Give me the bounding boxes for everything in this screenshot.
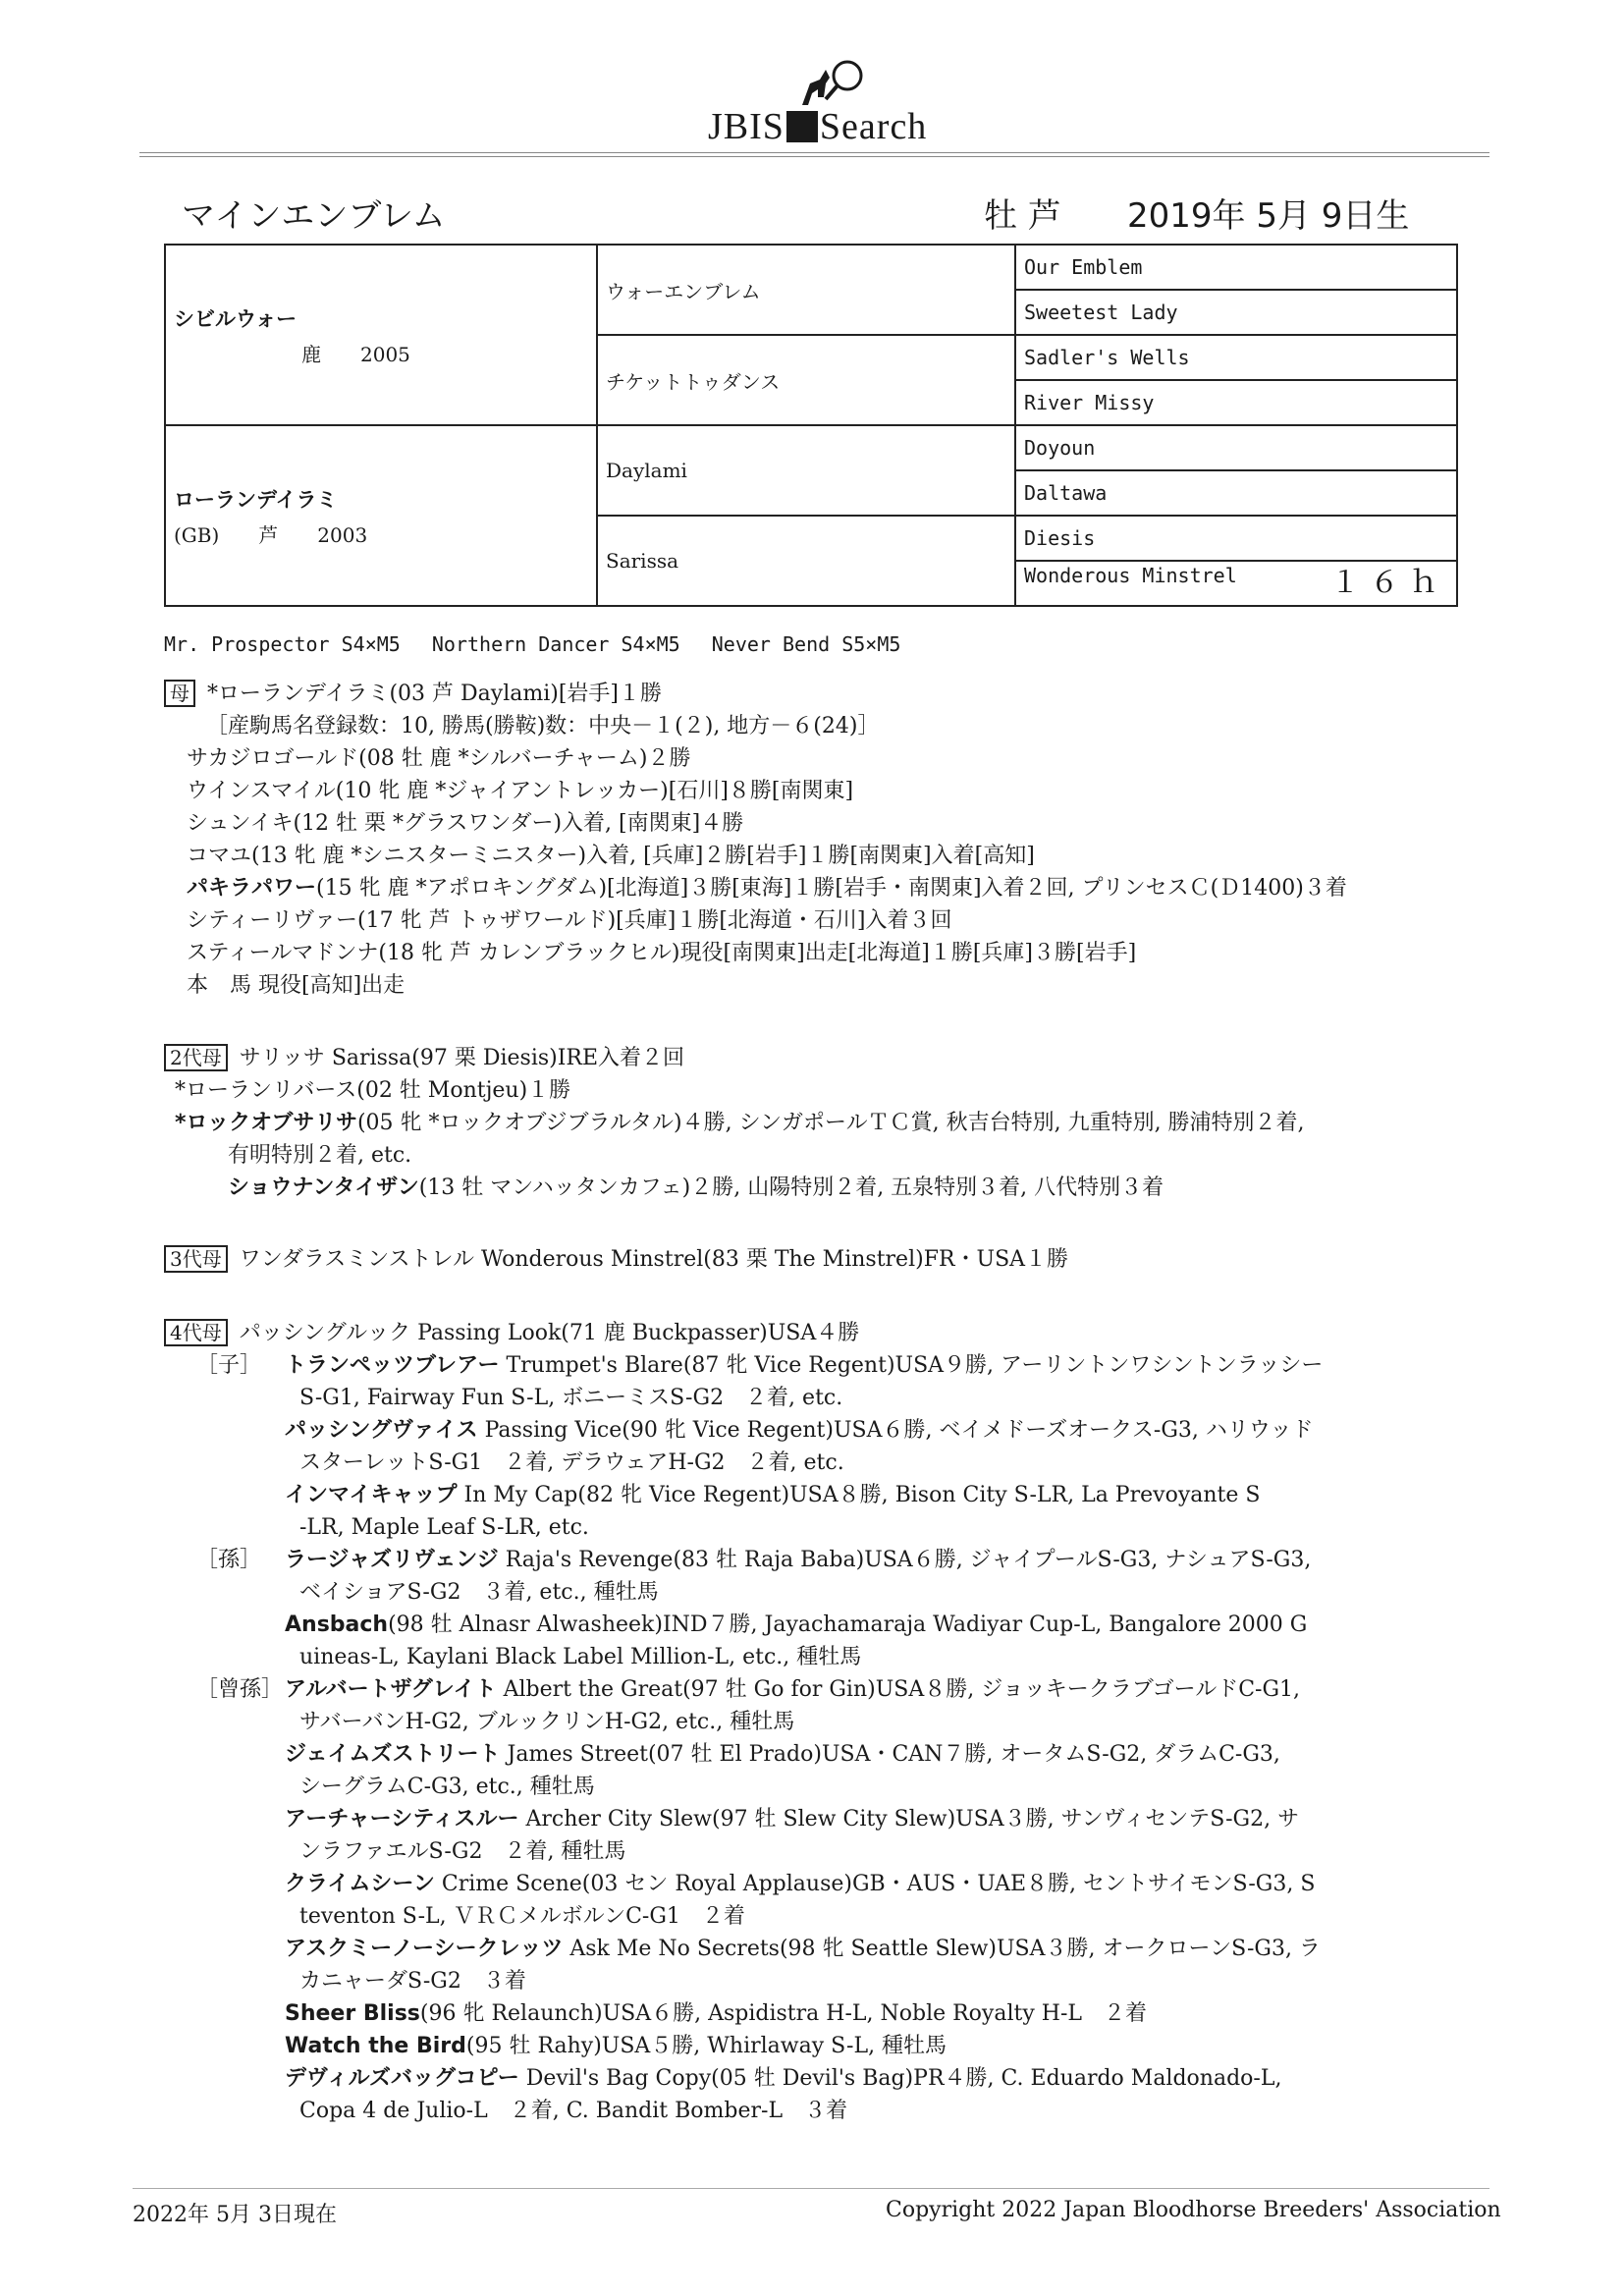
header-rule	[139, 152, 1489, 153]
pedigree-table	[164, 244, 1458, 607]
footer-rule	[133, 2188, 1489, 2189]
gen2-line: ショウナンタイザン(13 牡 マンハッタンカフェ)２勝, 山陽特別２着, 五泉特別３着, 八代特別３着	[228, 1175, 1164, 1200]
gen4-entry-line: トランペッツブレアー Trumpet's Blare(87 牝 Vice Regent)USA９勝, アーリントンワシントンラッシー	[285, 1353, 1324, 1378]
gen4-entry-line: Watch the Bird(95 牡 Rahy)USA５勝, Whirlaway S-L, 種牡馬	[285, 2034, 947, 2058]
jbis-search-logo	[702, 54, 957, 152]
gen4-entry-line: クライムシーン Crime Scene(03 セン Royal Applause)GB・AUS・UAE８勝, セントサイモンS-G3, S	[285, 1872, 1316, 1896]
gen2-line: *ロックオブサリサ(05 牝 *ロックオブジブラルタル)４勝, シンガポールＴＣ賞, 秋吉台特別, 九重特別, 勝浦特別２着,	[175, 1111, 1305, 1135]
dam-dam-cell: Sarissa	[597, 516, 1015, 606]
gen4-entry-line: パッシングヴァイス Passing Vice(90 牝 Vice Regent)USA６勝, ベイメドーズオークス-G3, ハリウッド	[285, 1418, 1314, 1443]
gen4-entry-line: ンラファエルS-G2 ２着, 種牡馬	[299, 1839, 626, 1864]
gen3-head: 3代母 ワンダラスミンストレル Wonderous Minstrel(83 栗 The Minstrel)FR・USA１勝	[164, 1245, 1068, 1275]
birth-date: 2019年 5月 9日生	[1127, 196, 1410, 236]
sire-dam-cell: チケットトゥダンス	[597, 335, 1015, 425]
gen4-entry-line: S-G1, Fairway Fun S-L, ボニーミスS-G2 ２着, etc.	[299, 1386, 843, 1410]
gen-label: ［子］	[196, 1353, 262, 1378]
dam-head: 母 *ローランデイラミ(03 芦 Daylami)[岩手]１勝	[164, 680, 662, 709]
sire-sire-cell: ウォーエンブレム	[597, 245, 1015, 335]
sire-name: シビルウォー	[174, 306, 298, 331]
sire-cell	[165, 245, 597, 425]
gen4-entry-line: インマイキャップ In My Cap(82 牝 Vice Regent)USA８勝, Bison City S-LR, La Prevoyante S	[285, 1483, 1261, 1507]
ancestor-cell-family	[1015, 561, 1457, 606]
gen4-entry-line: -LR, Maple Leaf S-LR, etc.	[299, 1515, 589, 1540]
gen4-entry-line: サバーバンH-G2, ブルックリンH-G2, etc., 種牡馬	[299, 1710, 795, 1734]
ancestor-cell: Daltawa	[1015, 470, 1457, 516]
gen4-entry-line: ラージャズリヴェンジ Raja's Revenge(83 牡 Raja Baba)USA６勝, ジャイプールS-G3, ナシュアS-G3,	[285, 1548, 1312, 1572]
sibling-line: スティールマドンナ(18 牝 芦 カレンブラックヒル)現役[南関東]出走[北海道]１勝[兵庫]３勝[岩手]	[187, 941, 1137, 965]
gen4-entry-line: カニャーダS-G2 ３着	[299, 1969, 526, 1994]
gen4-entry-line: アスクミーノーシークレッツ Ask Me No Secrets(98 牝 Seattle Slew)USA３勝, オークローンS-G3, ラ	[285, 1937, 1321, 1961]
sibling-line: パキラパワー(15 牝 鹿 *アポロキングダム)[北海道]３勝[東海]１勝[岩手・南関東]入着２回, プリンセスＣ(Ｄ1400)３着	[187, 876, 1347, 901]
sibling-line: サカジロゴールド(08 牡 鹿 *シルバーチャーム)２勝	[187, 746, 691, 771]
ancestor-cell: Our Emblem	[1015, 245, 1457, 290]
sibling-line: ウインスマイル(10 牝 鹿 *ジャイアントレッカー)[石川]８勝[南関東]	[187, 779, 854, 803]
footer-date: 2022年 5月 3日現在	[133, 2203, 337, 2227]
inbreeding-line: Mr. Prospector S4×M5 Northern Dancer S4×M5 Never Bend S5×M5	[164, 632, 901, 656]
header-rule-2	[139, 156, 1489, 157]
gen4-entry-line: ベイショアS-G2 ３着, etc., 種牡馬	[299, 1580, 659, 1605]
dam-info: (GB) 芦 2003	[174, 522, 368, 547]
ancestor-cell: Diesis	[1015, 516, 1457, 561]
family-number: １６ｈ	[1330, 566, 1448, 600]
ancestor-cell: River Missy	[1015, 380, 1457, 425]
gen4-entry-line: デヴィルズバッグコピー Devil's Bag Copy(05 牡 Devil's Bag)PR４勝, C. Eduardo Maldonado-L,	[285, 2066, 1282, 2091]
horse-name: マインエンブレム	[182, 196, 446, 236]
gen4-head: 4代母 パッシングルック Passing Look(71 鹿 Buckpasser)USA４勝	[164, 1319, 859, 1348]
ancestor-cell: Sadler's Wells	[1015, 335, 1457, 380]
logo-text: JBIS Search	[708, 106, 928, 147]
gen4-entry-line: Copa 4 de Julio-L ２着, C. Bandit Bomber-L ３着	[299, 2099, 848, 2123]
gen3-tag: 3代母	[164, 1245, 228, 1273]
gen4-entry-line: ジェイムズストリート James Street(07 牡 El Prado)USA・CAN７勝, オータムS-G2, ダラムC-G3,	[285, 1742, 1280, 1767]
gen4-entry-line: シーグラムC-G3, etc., 種牡馬	[299, 1775, 595, 1799]
dam-tag: 母	[164, 680, 195, 707]
gen-label: ［孫］	[196, 1548, 262, 1572]
footer-copyright: Copyright 2022 Japan Bloodhorse Breeders' Association	[886, 2198, 1501, 2222]
gen2-line: 有明特別２着, etc.	[228, 1143, 412, 1168]
gen4-entry-line: アーチャーシティスルー Archer City Slew(97 牡 Slew City Slew)USA３勝, サンヴィセンテS-G2, サ	[285, 1807, 1300, 1831]
sibling-line: シュンイキ(12 牡 栗 *グラスワンダー)入着, [南関東]４勝	[187, 811, 744, 836]
gen2-tag: 2代母	[164, 1044, 228, 1071]
gen4-entry-line: アルバートザグレイト Albert the Great(97 牡 Go for Gin)USA８勝, ジョッキークラブゴールドC-G1,	[285, 1677, 1301, 1702]
gen-label: ［曾孫］	[196, 1677, 284, 1702]
self-line: 本 馬 現役[高知]出走	[187, 973, 406, 998]
ancestor-cell: Sweetest Lady	[1015, 290, 1457, 335]
dam-sire-cell: Daylami	[597, 425, 1015, 516]
gen4-entry-line: teventon S-L, ＶＲＣメルボルンC-G1 ２着	[299, 1904, 745, 1929]
dam-cell	[165, 425, 597, 606]
gen4-entry-line: スターレットS-G1 ２着, デラウェアH-G2 ２着, etc.	[299, 1450, 844, 1475]
gen4-entry-line: uineas-L, Kaylani Black Label Million-L, etc., 種牡馬	[299, 1645, 862, 1669]
gen2-line: *ローランリバース(02 牡 Montjeu)１勝	[175, 1078, 571, 1103]
gen4-entry-line: Sheer Bliss(96 牝 Relaunch)USA６勝, Aspidistra H-L, Noble Royalty H-L ２着	[285, 2001, 1148, 2026]
dam-name: ローランデイラミ	[174, 487, 338, 512]
gen4-tag: 4代母	[164, 1319, 228, 1346]
sire-info: 鹿 2005	[301, 342, 410, 366]
sibling-line: シティーリヴァー(17 牝 芦 トゥザワールド)[兵庫]１勝[北海道・石川]入着３回	[187, 908, 952, 933]
progeny-summary: ［産駒馬名登録数：10, 勝馬(勝鞍)数：中央－１(２), 地方－６(24)］	[206, 714, 880, 738]
gen4-entry-line: Ansbach(98 牡 Alnasr Alwasheek)IND７勝, Jayachamaraja Wadiyar Cup-L, Bangalore 2000 G	[285, 1613, 1308, 1637]
gen2-head: 2代母 サリッサ Sarissa(97 栗 Diesis)IRE入着２回	[164, 1044, 684, 1073]
sex-color: 牡 芦	[984, 196, 1061, 236]
sibling-line: コマユ(13 牝 鹿 *シニスターミニスター)入着, [兵庫]２勝[岩手]１勝[南関東]入着[高知]	[187, 844, 1035, 868]
ancestor-cell: Doyoun	[1015, 425, 1457, 470]
ancestor-name: Wonderous Minstrel	[1024, 564, 1237, 587]
